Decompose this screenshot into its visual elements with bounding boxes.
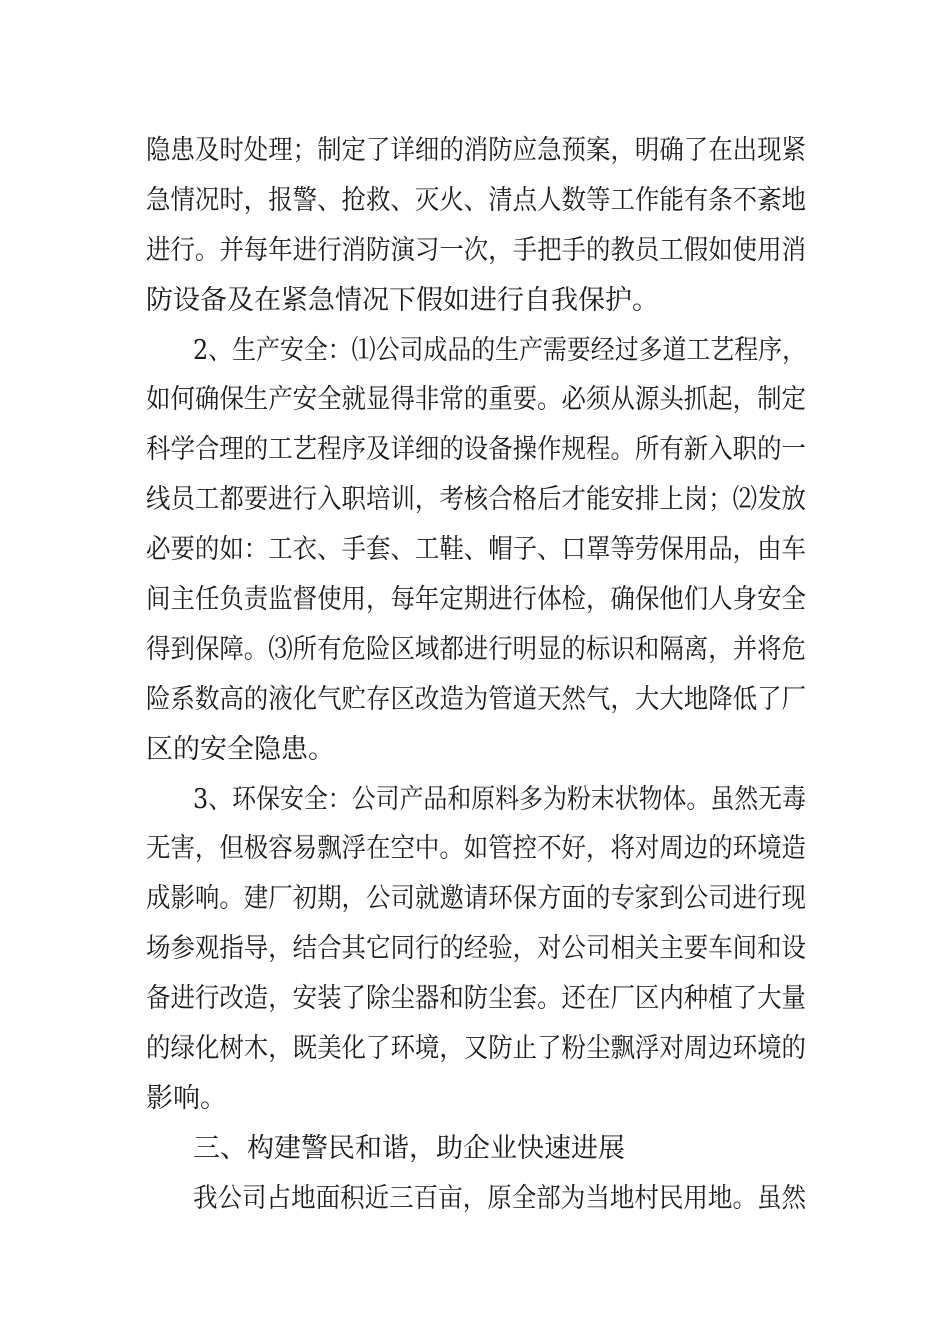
text-line: 急情况时，报警、抢救、灭火、清点人数等工作能有条不紊地 — [146, 184, 806, 216]
text-line: 无害，但极容易飘浮在空中。如管控不好，将对周边的环境造 — [146, 833, 806, 865]
section-heading-production-safety: 2、生产安全：⑴公司成品的生产需要经过多道工艺程序， — [193, 334, 806, 366]
text-line: 成影响。建厂初期，公司就邀请环保方面的专家到公司进行现 — [146, 883, 806, 915]
text-line: 如何确保生产安全就显得非常的重要。必须从源头抓起，制定 — [146, 384, 806, 416]
text-line: 得到保障。⑶所有危险区域都进行明显的标识和隔离，并将危 — [146, 633, 806, 665]
text-line: 场参观指导，结合其它同行的经验，对公司相关主要车间和设 — [146, 933, 806, 965]
text-line: 线员工都要进行入职培训，考核合格后才能安排上岗；⑵发放 — [146, 484, 806, 516]
text-line: 防设备及在紧急情况下假如进行自我保护。 — [146, 284, 659, 316]
text-line: 隐患及时处理；制定了详细的消防应急预案，明确了在出现紧 — [146, 135, 806, 166]
text-line: 区的安全隐患。 — [146, 733, 335, 765]
section-heading-police-community: 三、构建警民和谐，助企业快速进展 — [193, 1132, 625, 1164]
text-line: 险系数高的液化气贮存区改造为管道天然气，大大地降低了厂 — [146, 683, 806, 715]
text-line: 我公司占地面积近三百亩，原全部为当地村民用地。虽然 — [193, 1182, 806, 1214]
body-text — [146, 126, 806, 1224]
text-line: 的绿化树木，既美化了环境，又防止了粉尘飘浮对周边环境的 — [146, 1033, 806, 1065]
text-line: 必要的如：工衣、手套、工鞋、帽子、口罩等劳保用品，由车 — [146, 534, 806, 566]
text-line: 影响。 — [146, 1082, 227, 1114]
text-line: 间主任负责监督使用，每年定期进行体检，确保他们人身安全 — [146, 584, 806, 616]
text-line: 科学合理的工艺程序及详细的设备操作规程。所有新入职的一 — [146, 434, 806, 466]
text-line: 备进行改造，安装了除尘器和防尘套。还在厂区内种植了大量 — [146, 983, 806, 1015]
text-line: 进行。并每年进行消防演习一次，手把手的教员工假如使用消 — [146, 234, 806, 266]
section-heading-environmental-safety: 3、环保安全：公司产品和原料多为粉末状物体。虽然无毒 — [193, 783, 806, 815]
